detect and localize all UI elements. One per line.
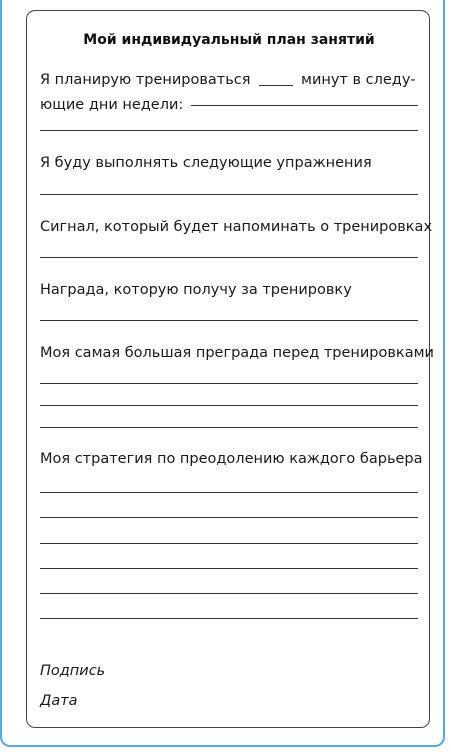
- strategy-write-line-1[interactable]: [40, 492, 418, 493]
- exercises-write-line[interactable]: [40, 194, 418, 195]
- exercises-label: Я буду выполнять следующие упражнения: [40, 155, 372, 171]
- days-label: ющие дни недели:: [40, 97, 184, 113]
- barrier-write-line-2[interactable]: [40, 405, 418, 406]
- strategy-write-line-6[interactable]: [40, 618, 418, 619]
- strategy-write-line-2[interactable]: [40, 517, 418, 518]
- barrier-label: Моя самая большая преграда перед тренировками: [40, 345, 434, 361]
- date-label: Дата: [40, 693, 78, 709]
- strategy-write-line-5[interactable]: [40, 593, 418, 594]
- signal-write-line[interactable]: [40, 257, 418, 258]
- minutes-blank-line[interactable]: [259, 85, 293, 86]
- strategy-write-line-3[interactable]: [40, 543, 418, 544]
- minutes-suffix-label: минут в следу-: [301, 72, 416, 88]
- page-title: Мой индивидуальный план занятий: [83, 32, 375, 48]
- reward-write-line[interactable]: [40, 320, 418, 321]
- signal-label: Сигнал, который будет напоминать о тренировках: [40, 219, 433, 235]
- strategy-write-line-4[interactable]: [40, 568, 418, 569]
- reward-label: Награда, которую получу за тренировку: [40, 282, 352, 298]
- plan-card: [26, 10, 434, 728]
- signature-label: Подпись: [40, 663, 106, 679]
- barrier-write-line-3[interactable]: [40, 427, 418, 428]
- minutes-intro-label: Я планирую тренироваться: [40, 72, 251, 88]
- days-blank-line[interactable]: [191, 105, 418, 106]
- strategy-label: Моя стратегия по преодолению каждого барьера: [40, 451, 423, 467]
- barrier-write-line-1[interactable]: [40, 383, 418, 384]
- days-write-line[interactable]: [40, 130, 418, 131]
